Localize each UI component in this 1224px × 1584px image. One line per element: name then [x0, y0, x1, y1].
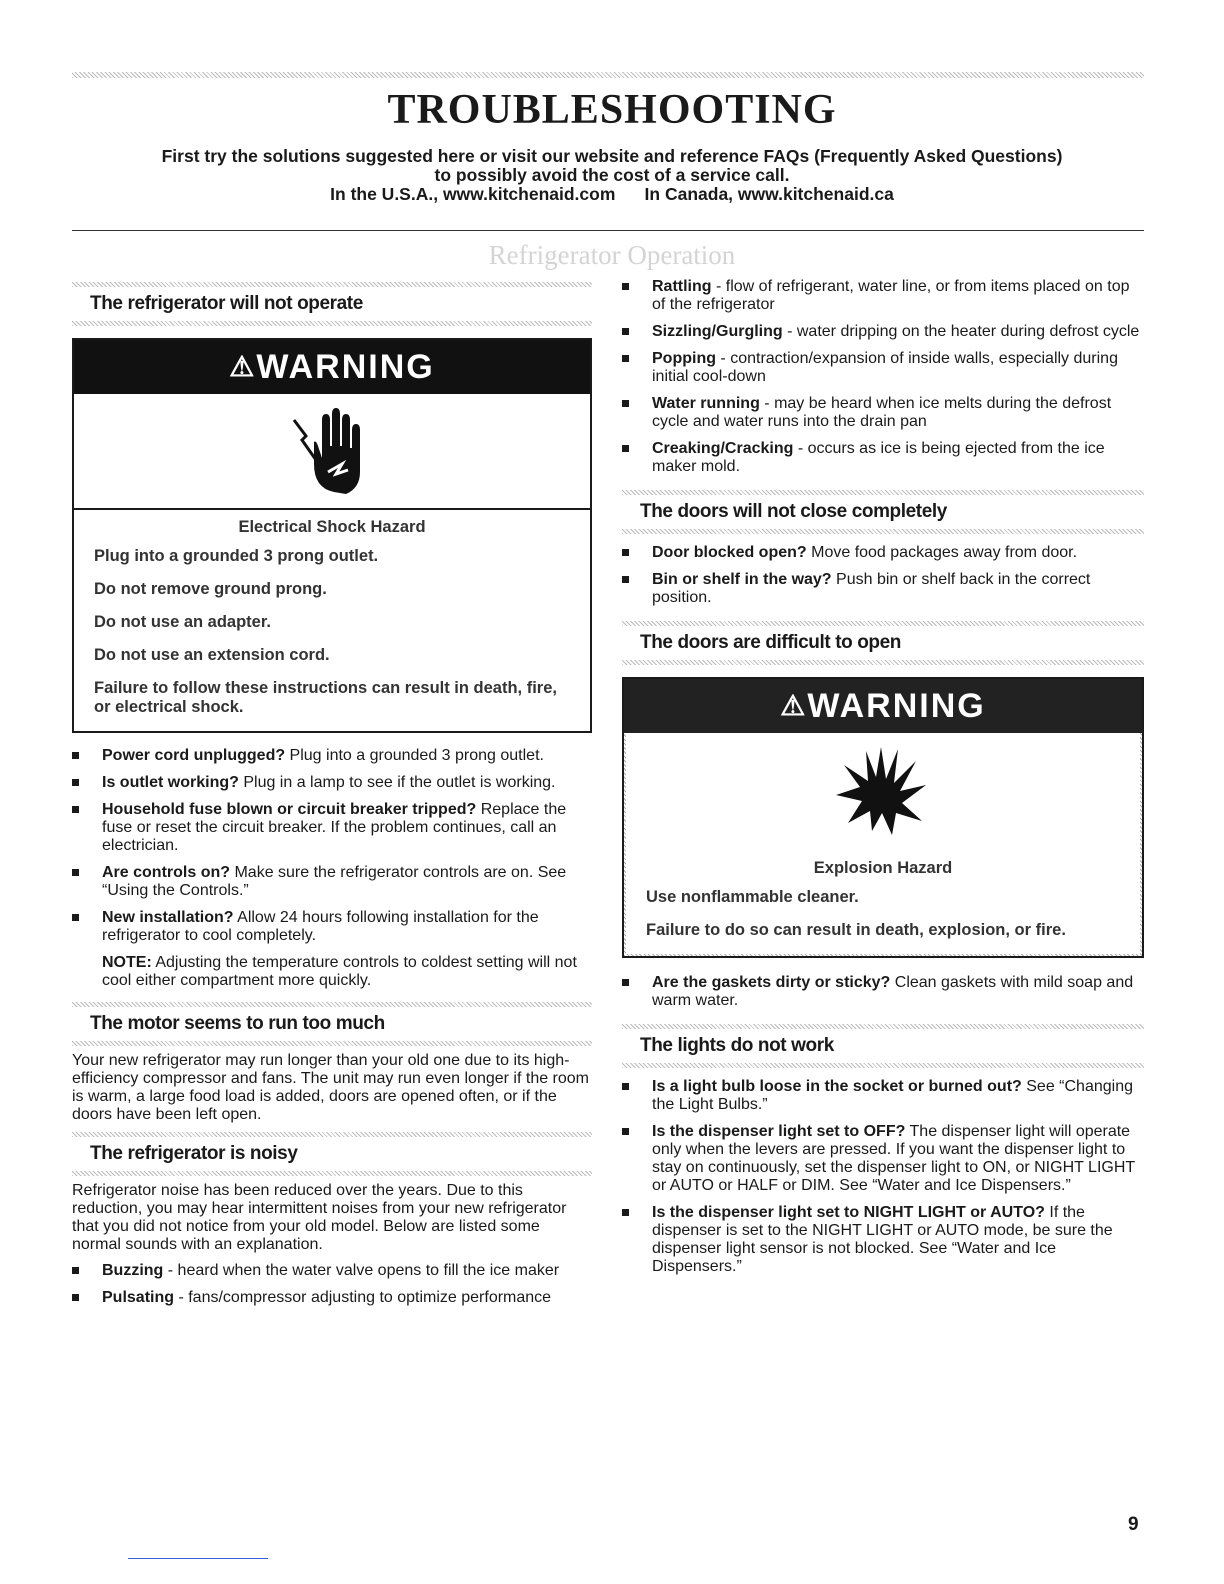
- hazard-title: Electrical Shock Hazard: [238, 518, 426, 536]
- warning-line: Plug into a grounded 3 prong outlet.: [94, 547, 379, 565]
- item-bold: Creaking/Cracking: [652, 440, 794, 457]
- warning-line: Do not use an extension cord.: [94, 646, 330, 664]
- doors-close-list: [622, 544, 1144, 607]
- item-text: Move food packages away from door.: [806, 544, 1078, 561]
- top-decorative-rule: [72, 72, 1144, 78]
- item-text: Clean gaskets with mild soap and warm water.: [652, 974, 1134, 1009]
- explosion-icon: [626, 733, 1140, 845]
- subsection-heading: The refrigerator is noisy: [90, 1143, 298, 1164]
- bullet-icon: [72, 914, 79, 921]
- warning-header: [624, 679, 1142, 733]
- item-bold: Are controls on?: [102, 864, 231, 881]
- subsection-heading: The doors are difficult to open: [640, 632, 901, 653]
- heading-rule: [72, 1171, 592, 1176]
- item-bold: Rattling: [652, 278, 712, 295]
- bullet-icon: [622, 549, 629, 556]
- bullet-icon: [72, 869, 79, 876]
- electrical-shock-hand-icon: [74, 394, 590, 510]
- heading-rule: [72, 321, 592, 326]
- noise-list-continued: [622, 278, 1144, 476]
- item-text: - heard when the water valve opens to fill the ice maker: [163, 1262, 560, 1279]
- item-bold: Buzzing: [102, 1262, 164, 1279]
- heading-rule: [622, 529, 1144, 534]
- heading-rule: [72, 1041, 592, 1046]
- item-text: Allow 24 hours following installation for the refrigerator to cool completely.: [102, 909, 539, 944]
- item-text: Plug in a lamp to see if the outlet is working.: [238, 774, 556, 791]
- list-item: [72, 774, 592, 792]
- list-item: [622, 1123, 1144, 1195]
- item-text: - flow of refrigerant, water line, or from items placed on top of the refrigerator: [652, 278, 1130, 313]
- warning-box-electrical: [72, 338, 592, 733]
- item-bold: New installation?: [102, 909, 234, 926]
- section-divider: [72, 230, 1144, 231]
- item-text: Plug into a grounded 3 prong outlet.: [285, 747, 544, 764]
- subsection-heading: The motor seems to run too much: [90, 1013, 385, 1034]
- item-text: Replace the fuse or reset the circuit breaker. If the problem continues, call an electrician.: [102, 801, 567, 854]
- hazard-title: Explosion Hazard: [813, 859, 953, 877]
- warning-box-explosion: [622, 677, 1144, 958]
- not-operate-list: [72, 747, 592, 945]
- bullet-icon: [622, 355, 629, 362]
- subsection-heading: The lights do not work: [640, 1035, 834, 1056]
- warning-line: Do not remove ground prong.: [94, 580, 327, 598]
- warning-body: [74, 510, 590, 731]
- subsection-heading: The doors will not close completely: [640, 501, 947, 522]
- list-item: [72, 864, 592, 900]
- bullet-icon: [622, 1128, 629, 1135]
- list-item: [622, 323, 1144, 341]
- item-bold: Water running: [652, 395, 760, 412]
- bullet-icon: [72, 1294, 79, 1301]
- item-bold: Are the gaskets dirty or sticky?: [652, 974, 891, 991]
- warning-line: Failure to follow these instructions can result in death, fire, or electrical shock.: [94, 679, 557, 716]
- item-text: - fans/compressor adjusting to optimize performance: [174, 1289, 552, 1306]
- list-item: [72, 1289, 592, 1307]
- noise-list: [72, 1262, 592, 1307]
- list-item: [622, 974, 1144, 1010]
- bottom-link-underline: [128, 1558, 268, 1559]
- lights-list: [622, 1078, 1144, 1276]
- bullet-icon: [72, 752, 79, 759]
- warning-line: Do not use an adapter.: [94, 613, 271, 631]
- note: [72, 954, 592, 990]
- item-bold: Pulsating: [102, 1289, 175, 1306]
- list-item: [622, 571, 1144, 607]
- warning-triangle-icon: ⚠: [229, 351, 257, 382]
- note-text: Adjusting the temperature controls to coldest setting will not cool either compartment more quickly.: [102, 954, 577, 989]
- bullet-icon: [622, 979, 629, 986]
- list-item: [72, 801, 592, 855]
- section-title: Refrigerator Operation: [488, 240, 736, 270]
- heading-rule: [622, 1063, 1144, 1068]
- item-bold: Popping: [652, 350, 716, 367]
- subsection-heading: The refrigerator will not operate: [90, 293, 363, 314]
- item-text: See “Changing the Light Bulbs.”: [652, 1078, 1133, 1113]
- warning-header: [74, 340, 590, 394]
- bullet-icon: [622, 328, 629, 335]
- bullet-icon: [622, 1209, 629, 1216]
- noisy-paragraph: Refrigerator noise has been reduced over the years. Due to this reduction, you may hear intermittent noises from your new refrigerator that you did not notice from your old model. Below are listed some normal sounds with an explanation.: [72, 1182, 567, 1253]
- warning-body: [626, 845, 1140, 954]
- left-column: [72, 282, 592, 1316]
- note-label: NOTE:: [102, 954, 152, 971]
- list-item: [622, 1078, 1144, 1114]
- intro-line-3: In the U.S.A., www.kitchenaid.com In Canada, www.kitchenaid.ca: [330, 184, 894, 204]
- subsection-motor: [72, 1002, 592, 1046]
- item-text: - may be heard when ice melts during the defrost cycle and water runs into the drain pan: [652, 395, 1112, 430]
- item-bold: Is a light bulb loose in the socket or burned out?: [652, 1078, 1022, 1095]
- bullet-icon: [72, 806, 79, 813]
- bullet-icon: [622, 576, 629, 583]
- subsection-doors-open: [622, 621, 1144, 665]
- item-text: - water dripping on the heater during defrost cycle: [782, 323, 1140, 340]
- item-bold: Bin or shelf in the way?: [652, 571, 832, 588]
- item-text: The dispenser light will operate only when the levers are pressed. If you want the dispenser light to stay on continuously, set the dispenser light to ON, or NIGHT LIGHT or AUTO or HALF or DIM. See “Water and Ice Dispensers.”: [652, 1123, 1135, 1194]
- bullet-icon: [622, 1083, 629, 1090]
- list-item: [622, 350, 1144, 386]
- item-bold: Household fuse blown or circuit breaker tripped?: [102, 801, 477, 818]
- doors-open-list: [622, 974, 1144, 1010]
- list-item: [72, 747, 592, 765]
- list-item: [622, 278, 1144, 314]
- bullet-icon: [622, 400, 629, 407]
- warning-label: WARNING: [256, 348, 435, 386]
- item-bold: Power cord unplugged?: [102, 747, 286, 764]
- bullet-icon: [622, 445, 629, 452]
- subsection-lights: [622, 1024, 1144, 1068]
- item-bold: Is the dispenser light set to NIGHT LIGHT or AUTO?: [652, 1204, 1045, 1221]
- warning-line: Use nonflammable cleaner.: [646, 888, 859, 906]
- item-text: - occurs as ice is being ejected from the ice maker mold.: [652, 440, 1105, 475]
- item-bold: Sizzling/Gurgling: [652, 323, 783, 340]
- list-item: [622, 395, 1144, 431]
- list-item: [622, 440, 1144, 476]
- item-text: Make sure the refrigerator controls are on. See “Using the Controls.”: [102, 864, 567, 899]
- intro-text: [72, 147, 1152, 204]
- subsection-not-operate: [72, 282, 592, 326]
- page-number: 9: [1128, 1514, 1139, 1535]
- subsection-doors-close: [622, 490, 1144, 534]
- motor-paragraph: Your new refrigerator may run longer than your old one due to its high-efficiency compressor and fans. The unit may run even longer if the room is warm, a large food load is added, doors are opened often, or if the doors have been left open.: [72, 1052, 590, 1123]
- list-item: [622, 544, 1144, 562]
- warning-line: Failure to do so can result in death, explosion, or fire.: [646, 921, 1066, 939]
- item-bold: Is outlet working?: [102, 774, 239, 791]
- intro-line-2: to possibly avoid the cost of a service call.: [434, 165, 790, 185]
- intro-line-1: First try the solutions suggested here or visit our website and reference FAQs (Frequently Asked Questions): [161, 146, 1063, 166]
- right-column: [622, 278, 1144, 1285]
- warning-label: WARNING: [807, 687, 986, 725]
- bullet-icon: [622, 283, 629, 290]
- item-text: Push bin or shelf back in the correct position.: [652, 571, 1091, 606]
- bullet-icon: [72, 1267, 79, 1274]
- warning-triangle-icon: ⚠: [780, 690, 808, 721]
- list-item: [72, 909, 592, 945]
- list-item: [72, 1262, 592, 1280]
- subsection-noisy: [72, 1132, 592, 1176]
- item-bold: Is the dispenser light set to OFF?: [652, 1123, 906, 1140]
- heading-rule: [622, 660, 1144, 665]
- item-bold: Door blocked open?: [652, 544, 807, 561]
- item-text: - contraction/expansion of inside walls, especially during initial cool-down: [652, 350, 1118, 385]
- bullet-icon: [72, 779, 79, 786]
- item-text: If the dispenser is set to the NIGHT LIGHT or AUTO mode, be sure the dispenser light sensor is not blocked. See “Water and Ice Dispensers.”: [652, 1204, 1113, 1275]
- page-title: TROUBLESHOOTING: [387, 87, 837, 133]
- list-item: [622, 1204, 1144, 1276]
